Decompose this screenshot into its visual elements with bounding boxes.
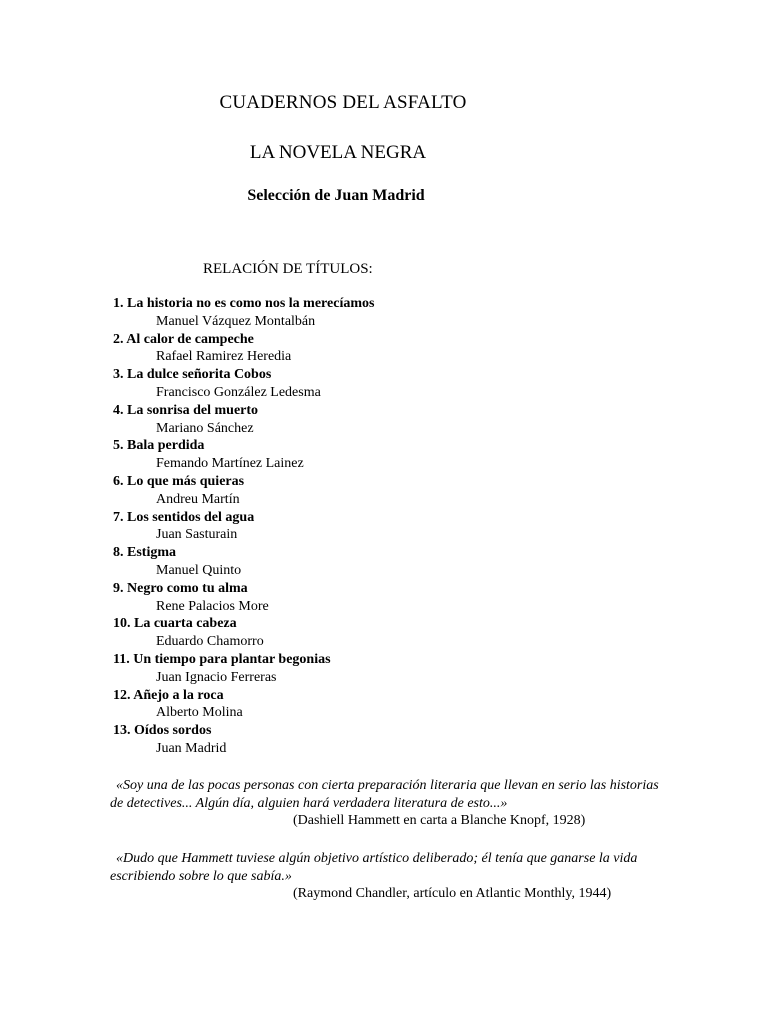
list-item (113, 615, 374, 651)
book-author: Andreu Martín (156, 491, 240, 507)
quote-text: «Soy una de las pocas personas con cierta preparación literaria que llevan en serio las historias de detectives... Algún día, alguien hará verdadera literatura de esto...» (110, 778, 659, 811)
list-item (113, 402, 374, 438)
book-author: Eduardo Chamorro (156, 634, 264, 650)
book-title: 11. Un tiempo para plantar begonias (113, 651, 331, 667)
book-title: 13. Oídos sordos (113, 723, 212, 739)
quote-source: (Raymond Chandler, artículo en Atlantic Monthly, 1944) (293, 886, 612, 901)
book-author: Juan Madrid (156, 740, 227, 756)
list-item (113, 295, 374, 331)
list-item (113, 437, 374, 473)
list-item (113, 687, 374, 723)
book-author: Alberto Molina (156, 705, 243, 721)
book-title: 6. Lo que más quieras (113, 473, 245, 489)
titles-list (113, 295, 374, 758)
epigraph-quote (110, 777, 670, 830)
book-title: 12. Añejo a la roca (113, 687, 224, 703)
list-item (113, 580, 374, 616)
book-author: Femando Martínez Lainez (156, 456, 304, 472)
book-title: 4. La sonrisa del muerto (113, 402, 259, 418)
list-item (113, 509, 374, 545)
book-author: Manuel Vázquez Montalbán (156, 313, 316, 329)
list-item (113, 473, 374, 509)
titles-list-heading: RELACIÓN DE TÍTULOS: (203, 261, 373, 277)
series-title: CUADERNOS DEL ASFALTO (219, 92, 467, 113)
book-title: 5. Bala perdida (113, 438, 205, 454)
book-author: Francisco González Ledesma (156, 384, 321, 400)
book-author: Rene Palacios More (156, 598, 269, 614)
quote-source: (Dashiell Hammett en carta a Blanche Knopf, 1928) (293, 813, 586, 828)
list-item (113, 544, 374, 580)
list-item (113, 722, 374, 758)
quote-text: «Dudo que Hammett tuviese algún objetivo artístico deliberado; él tenía que ganarse la vida escribiendo sobre lo que sabía.» (110, 851, 638, 884)
book-title: 1. La historia no es como nos la merecíamos (113, 296, 375, 311)
book-title: 3. La dulce señorita Cobos (113, 367, 272, 383)
list-item (113, 366, 374, 402)
book-author: Juan Ignacio Ferreras (156, 669, 277, 685)
book-title: 7. Los sentidos del agua (113, 509, 255, 525)
book-title: 8. Estigma (113, 545, 176, 561)
list-item (113, 331, 374, 367)
book-author: Mariano Sánchez (156, 420, 254, 436)
collection-title: LA NOVELA NEGRA (249, 142, 427, 163)
book-author: Rafael Ramirez Heredia (156, 349, 292, 365)
book-author: Manuel Quinto (156, 562, 242, 578)
book-title: 2. Al calor de campeche (113, 331, 254, 347)
book-title: 9. Negro como tu alma (113, 580, 248, 596)
epigraph-quote (110, 850, 670, 903)
list-item (113, 651, 374, 687)
editor-line: Selección de Juan Madrid (247, 187, 425, 204)
book-author: Juan Sasturain (156, 527, 238, 543)
book-title: 10. La cuarta cabeza (113, 616, 237, 632)
